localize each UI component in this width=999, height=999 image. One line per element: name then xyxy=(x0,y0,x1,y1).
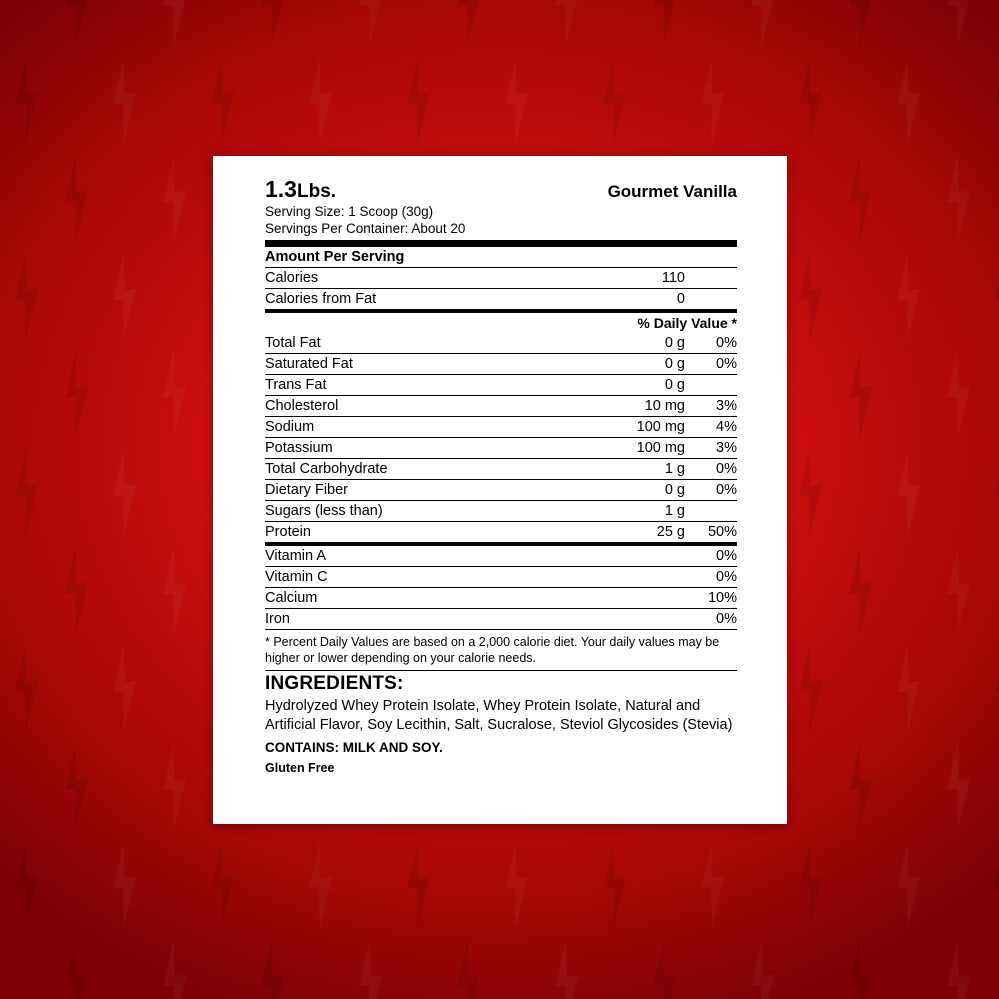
lightning-bolt-icon xyxy=(884,644,934,734)
nutrient-dv: 3% xyxy=(685,396,737,417)
nutrient-dv: 0% xyxy=(685,354,737,375)
nutrient-amount: 25 g xyxy=(656,524,685,540)
lightning-bolt-icon xyxy=(198,56,248,146)
nutrient-dv xyxy=(685,501,737,522)
lightning-bolt-icon xyxy=(150,938,200,999)
lightning-bolt-icon xyxy=(444,0,494,48)
lightning-bolt-icon xyxy=(492,840,542,930)
nutrient-dv xyxy=(685,375,737,396)
lightning-bolt-icon xyxy=(52,154,102,244)
calories-table xyxy=(265,268,737,309)
vitamins-table xyxy=(265,546,737,630)
nutrient-dv: 3% xyxy=(685,438,737,459)
lightning-bolt-icon xyxy=(640,938,690,999)
nutrient-amount: 100 mg xyxy=(566,438,685,459)
nutrients-table xyxy=(265,333,737,542)
nutrient-name: Calories from Fat xyxy=(265,291,377,307)
lightning-bolt-icon xyxy=(542,0,592,48)
table-row xyxy=(265,501,737,522)
lightning-bolt-icon xyxy=(52,546,102,636)
nutrient-dv: 50% xyxy=(707,524,737,540)
ingredients-heading: INGREDIENTS: xyxy=(265,673,404,694)
table-row xyxy=(265,567,737,588)
lightning-bolt-icon xyxy=(100,448,150,538)
nutrient-name: Total Carbohydrate xyxy=(265,459,566,480)
nutrient-dv xyxy=(685,289,737,310)
lightning-bolt-icon xyxy=(0,350,4,440)
lightning-bolt-icon xyxy=(444,938,494,999)
lightning-bolt-icon xyxy=(150,154,200,244)
nutrient-amount: 10 mg xyxy=(566,396,685,417)
nutrient-name: Potassium xyxy=(265,438,566,459)
table-row xyxy=(265,375,737,396)
lightning-bolt-icon xyxy=(836,546,886,636)
serving-size: Serving Size: 1 Scoop (30g) xyxy=(265,204,434,219)
lightning-bolt-icon xyxy=(0,742,4,832)
nutrient-name: Sugars (less than) xyxy=(265,501,566,522)
lightning-bolt-icon xyxy=(884,840,934,930)
lightning-bolt-icon xyxy=(0,546,4,636)
daily-value-header: % Daily Value * xyxy=(637,315,737,331)
nutrient-amount: 0 g xyxy=(566,480,685,501)
nutrient-amount: 1 g xyxy=(566,501,685,522)
lightning-bolt-icon xyxy=(0,0,4,48)
lightning-bolt-icon xyxy=(738,938,788,999)
lightning-bolt-icon xyxy=(394,56,444,146)
nutrient-name: Vitamin A xyxy=(265,546,685,567)
lightning-bolt-icon xyxy=(52,350,102,440)
lightning-bolt-icon xyxy=(836,938,886,999)
nutrient-amount: 0 g xyxy=(566,333,685,354)
lightning-bolt-icon xyxy=(296,56,346,146)
lightning-bolt-icon xyxy=(198,840,248,930)
table-row xyxy=(265,459,737,480)
nutrient-name: Vitamin C xyxy=(265,567,685,588)
nutrient-name: Calcium xyxy=(265,588,685,609)
lightning-bolt-icon xyxy=(248,0,298,48)
nutrition-facts xyxy=(265,176,737,775)
lightning-bolt-icon xyxy=(150,350,200,440)
daily-value-footnote: * Percent Daily Values are based on a 2,000 calorie diet. Your daily values may be higher or lower depending on your calorie needs. xyxy=(265,635,720,665)
nutrient-amount: 0 g xyxy=(566,375,685,396)
nutrient-name: Sodium xyxy=(265,417,566,438)
table-row xyxy=(265,588,737,609)
lightning-bolt-icon xyxy=(150,0,200,48)
lightning-bolt-icon xyxy=(346,938,396,999)
table-row xyxy=(265,396,737,417)
table-row xyxy=(265,609,737,630)
allergen-statement: CONTAINS: MILK AND SOY. xyxy=(265,740,443,755)
net-weight xyxy=(265,176,336,203)
flavor-name: Gourmet Vanilla xyxy=(607,182,737,201)
lightning-bolt-icon xyxy=(738,0,788,48)
lightning-bolt-icon xyxy=(884,448,934,538)
lightning-bolt-icon xyxy=(2,448,52,538)
table-row xyxy=(265,546,737,567)
nutrient-dv: 4% xyxy=(685,417,737,438)
nutrient-name: Protein xyxy=(265,524,311,540)
lightning-bolt-icon xyxy=(836,0,886,48)
lightning-bolt-icon xyxy=(542,938,592,999)
nutrient-amount: 1 g xyxy=(566,459,685,480)
lightning-bolt-icon xyxy=(884,56,934,146)
table-row xyxy=(265,268,737,289)
lightning-bolt-icon xyxy=(346,0,396,48)
lightning-bolt-icon xyxy=(934,0,984,48)
lightning-bolt-icon xyxy=(934,350,984,440)
lightning-bolt-icon xyxy=(982,252,999,342)
net-weight-value: 1.3 xyxy=(265,176,297,202)
nutrient-dv: 0% xyxy=(685,609,737,630)
nutrient-amount: 0 xyxy=(676,291,685,307)
lightning-bolt-icon xyxy=(982,644,999,734)
table-row xyxy=(265,438,737,459)
lightning-bolt-icon xyxy=(492,56,542,146)
lightning-bolt-icon xyxy=(982,56,999,146)
table-row xyxy=(265,333,737,354)
lightning-bolt-icon xyxy=(982,448,999,538)
lightning-bolt-icon xyxy=(934,938,984,999)
ingredients-list: Hydrolyzed Whey Protein Isolate, Whey Protein Isolate, Natural and Artificial Flavor, Soy Lecithin, Salt, Sucralose, Steviol Glycosides (Stevia) xyxy=(265,698,733,733)
nutrient-dv: 10% xyxy=(685,588,737,609)
nutrient-name: Total Fat xyxy=(265,333,566,354)
lightning-bolt-icon xyxy=(52,938,102,999)
nutrient-name: Trans Fat xyxy=(265,375,566,396)
lightning-bolt-icon xyxy=(590,56,640,146)
nutrient-dv xyxy=(685,268,737,289)
lightning-bolt-icon xyxy=(786,448,836,538)
lightning-bolt-icon xyxy=(836,350,886,440)
lightning-bolt-icon xyxy=(248,938,298,999)
lightning-bolt-icon xyxy=(52,742,102,832)
lightning-bolt-icon xyxy=(2,644,52,734)
lightning-bolt-icon xyxy=(640,0,690,48)
lightning-bolt-icon xyxy=(786,252,836,342)
table-row xyxy=(265,354,737,375)
lightning-bolt-icon xyxy=(52,0,102,48)
lightning-bolt-icon xyxy=(2,252,52,342)
nutrition-label-panel xyxy=(213,156,787,824)
lightning-bolt-icon xyxy=(394,840,444,930)
nutrient-dv: 0% xyxy=(685,333,737,354)
table-row xyxy=(265,522,737,543)
lightning-bolt-icon xyxy=(100,644,150,734)
nutrient-name: Iron xyxy=(265,609,685,630)
label-header xyxy=(265,176,737,203)
lightning-bolt-icon xyxy=(836,742,886,832)
table-row xyxy=(265,289,737,310)
lightning-bolt-icon xyxy=(150,546,200,636)
lightning-bolt-icon xyxy=(296,840,346,930)
net-weight-unit: Lbs. xyxy=(296,181,337,202)
lightning-bolt-icon xyxy=(150,742,200,832)
lightning-bolt-icon xyxy=(100,252,150,342)
nutrient-dv: 0% xyxy=(685,567,737,588)
lightning-bolt-icon xyxy=(590,840,640,930)
lightning-bolt-icon xyxy=(934,742,984,832)
nutrient-dv: 0% xyxy=(685,480,737,501)
lightning-bolt-icon xyxy=(884,252,934,342)
lightning-bolt-icon xyxy=(786,56,836,146)
lightning-bolt-icon xyxy=(2,56,52,146)
nutrient-dv: 0% xyxy=(685,546,737,567)
nutrient-dv: 0% xyxy=(685,459,737,480)
nutrient-name: Calories xyxy=(265,268,613,289)
lightning-bolt-icon xyxy=(2,840,52,930)
table-row xyxy=(265,480,737,501)
amount-per-serving-heading: Amount Per Serving xyxy=(265,247,737,268)
nutrient-amount: 0 g xyxy=(566,354,685,375)
lightning-bolt-icon xyxy=(688,56,738,146)
table-row xyxy=(265,417,737,438)
lightning-bolt-icon xyxy=(786,644,836,734)
servings-per-container: Servings Per Container: About 20 xyxy=(265,221,466,236)
lightning-bolt-icon xyxy=(100,56,150,146)
nutrient-amount: 100 mg xyxy=(566,417,685,438)
gluten-free-statement: Gluten Free xyxy=(265,761,335,775)
lightning-bolt-icon xyxy=(0,154,4,244)
lightning-bolt-icon xyxy=(100,840,150,930)
lightning-bolt-icon xyxy=(0,938,4,999)
lightning-bolt-icon xyxy=(688,840,738,930)
divider-thick xyxy=(265,240,737,247)
nutrient-amount: 110 xyxy=(613,268,685,289)
nutrient-name: Saturated Fat xyxy=(265,354,566,375)
lightning-bolt-icon xyxy=(836,154,886,244)
nutrient-name: Cholesterol xyxy=(265,396,566,417)
nutrient-name: Dietary Fiber xyxy=(265,480,566,501)
lightning-bolt-icon xyxy=(934,154,984,244)
lightning-bolt-icon xyxy=(982,840,999,930)
lightning-bolt-icon xyxy=(786,840,836,930)
lightning-bolt-icon xyxy=(934,546,984,636)
